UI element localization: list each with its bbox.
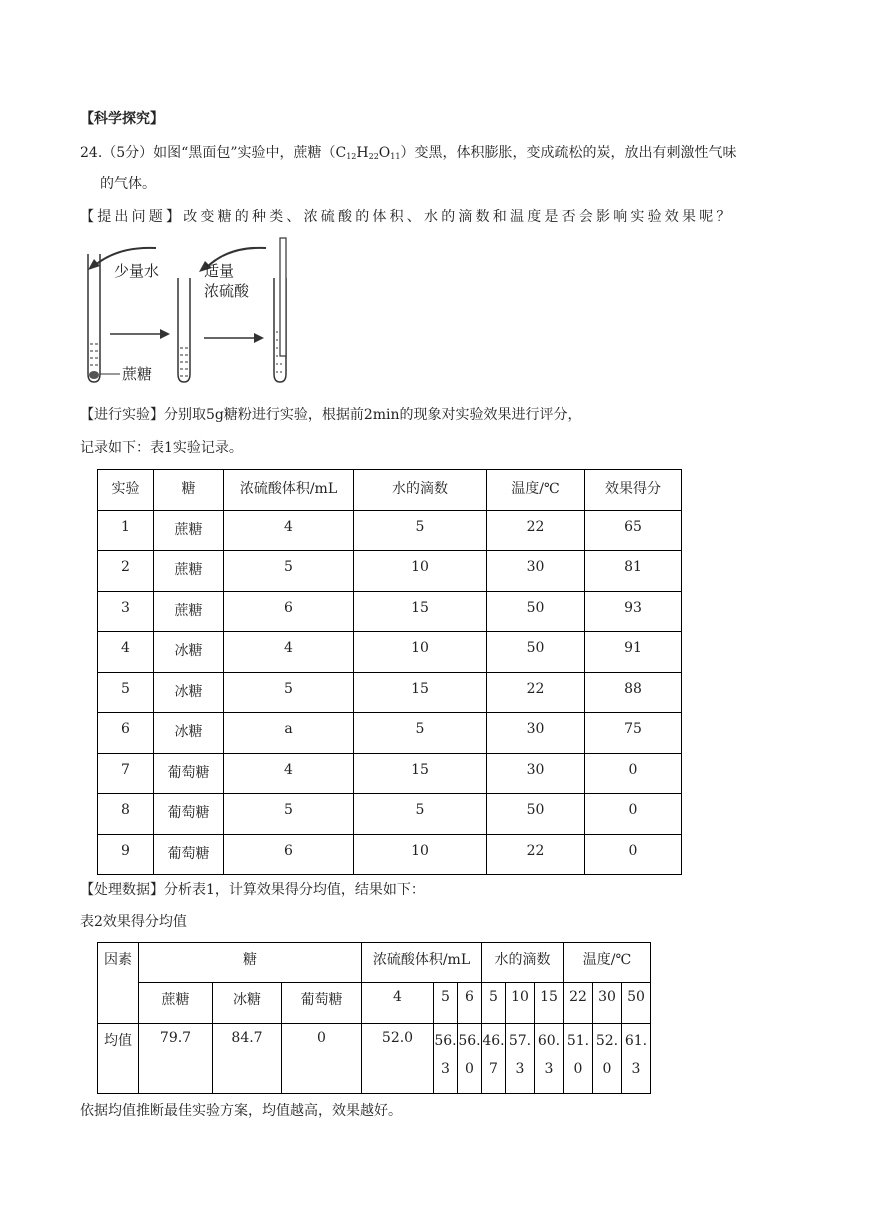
table-mean-row: [98, 1024, 651, 1094]
level-cell: 蔗糖: [139, 983, 213, 1024]
table-cell: 葡萄糖: [154, 794, 224, 835]
table-row: [98, 673, 682, 713]
table-cell: 91: [585, 632, 682, 673]
group-header-cell: 浓硫酸体积/mL: [362, 943, 482, 983]
table-cell: 15: [354, 592, 487, 632]
table-cell: 30: [487, 754, 585, 794]
mean-cell: 0: [282, 1024, 362, 1094]
mean-cell: 57. 3: [506, 1024, 535, 1094]
mean-label-cell: 均值: [98, 1024, 139, 1094]
process-data: 【处理数据】分析表1，计算效果得分均值，结果如下：: [80, 882, 425, 898]
table-cell: 50: [487, 632, 585, 673]
mean-cell: 46. 7: [482, 1024, 506, 1094]
table-cell: 6: [224, 592, 354, 632]
table-cell: 22: [487, 835, 585, 875]
table-cell: 4: [98, 632, 154, 673]
table-cell: 22: [487, 673, 585, 713]
record-intro: 记录如下：表1实验记录。: [80, 440, 243, 456]
table-cell: 葡萄糖: [154, 754, 224, 794]
table-cell: 65: [585, 511, 682, 551]
table-row: [98, 511, 682, 551]
group-header-cell: 糖: [139, 943, 362, 983]
level-cell: 冰糖: [213, 983, 282, 1024]
table-cell: 50: [487, 794, 585, 835]
test-tube-icon-3: [274, 238, 286, 382]
table-cell: 50: [487, 592, 585, 632]
level-cell: 15: [535, 983, 564, 1024]
table-cell: 9: [98, 835, 154, 875]
level-cell: 5: [482, 983, 506, 1024]
arrow-head-icon: [88, 259, 100, 270]
mean-cell: 52. 0: [593, 1024, 622, 1094]
table-cell: 30: [487, 551, 585, 592]
table-header-cell: 效果得分: [585, 470, 682, 511]
table-cell: 30: [487, 713, 585, 754]
mean-cell: 61. 3: [622, 1024, 651, 1094]
experiment-record-table: [97, 469, 682, 875]
level-cell: 6: [458, 983, 482, 1024]
table-cell: 冰糖: [154, 713, 224, 754]
label-acid-2: 浓硫酸: [204, 282, 250, 300]
mean-cell: 79.7: [139, 1024, 213, 1094]
table-row: [98, 754, 682, 794]
table-row: [98, 592, 682, 632]
raise-question: 【提出问题】改变糖的种类、浓硫酸的体积、水的滴数和温度是否会影响实验效果呢？: [80, 209, 734, 225]
table-cell: a: [224, 713, 354, 754]
table2-caption: 表2效果得分均值: [80, 914, 187, 930]
table-cell: 5: [354, 794, 487, 835]
table-cell: 15: [354, 673, 487, 713]
table-cell: 4: [224, 754, 354, 794]
table-cell: 5: [224, 551, 354, 592]
table-header-cell: 水的滴数: [354, 470, 487, 511]
table-row: [98, 713, 682, 754]
mean-cell: 56. 3: [434, 1024, 458, 1094]
table-header-cell: 温度/℃: [487, 470, 585, 511]
question-stem: 24.（5分）如图“黑面包”实验中，蔗糖$(C_{12}H_{22}O_{11})$变黑，体积膨胀，变成疏松的炭，放出有刺激性气味: [80, 145, 737, 161]
label-water: 少量水: [114, 262, 160, 280]
table-row: [98, 551, 682, 592]
table-cell: 93: [585, 592, 682, 632]
level-cell: 50: [622, 983, 651, 1024]
table-row: [98, 794, 682, 835]
table-cell: 10: [354, 632, 487, 673]
table-cell: 蔗糖: [154, 511, 224, 551]
group-header-cell: 温度/℃: [564, 943, 651, 983]
table-cell: 6: [98, 713, 154, 754]
table-cell: 10: [354, 835, 487, 875]
table-cell: 5: [354, 511, 487, 551]
table-cell: 10: [354, 551, 487, 592]
level-cell: 葡萄糖: [282, 983, 362, 1024]
table-cell: 0: [585, 794, 682, 835]
experiment-figure: [78, 236, 318, 392]
table-cell: 3: [98, 592, 154, 632]
table-cell: 1: [98, 511, 154, 551]
test-tube-icon-2: [178, 278, 190, 382]
table-cell: 5: [224, 673, 354, 713]
table-header-row: [98, 470, 682, 511]
table-cell: 88: [585, 673, 682, 713]
table-cell: 7: [98, 754, 154, 794]
mean-score-table: [97, 942, 651, 1094]
level-cell: 30: [593, 983, 622, 1024]
mean-cell: 51. 0: [564, 1024, 593, 1094]
conclusion: 依据均值推断最佳实验方案，均值越高，效果越好。: [80, 1103, 402, 1119]
table-cell: 5: [98, 673, 154, 713]
table-cell: 冰糖: [154, 673, 224, 713]
table-cell: 15: [354, 754, 487, 794]
level-cell: 4: [362, 983, 434, 1024]
label-sugar: 蔗糖: [122, 365, 153, 383]
group-header-cell: 水的滴数: [482, 943, 564, 983]
level-cell: 22: [564, 983, 593, 1024]
table-row: [98, 632, 682, 673]
table-cell: 蔗糖: [154, 592, 224, 632]
table-cell: 葡萄糖: [154, 835, 224, 875]
level-cell: 5: [434, 983, 458, 1024]
table-cell: 75: [585, 713, 682, 754]
table-group-row: [98, 943, 651, 983]
experiment-intro: 【进行实验】分别取5g糖粉进行实验，根据前2min的现象对实验效果进行评分，: [80, 407, 582, 423]
mean-cell: 84.7: [213, 1024, 282, 1094]
table-cell: 2: [98, 551, 154, 592]
question-stem-line2: 的气体。: [100, 176, 156, 192]
table-cell: 0: [585, 835, 682, 875]
table-cell: 蔗糖: [154, 551, 224, 592]
table-cell: 5: [224, 794, 354, 835]
factor-label-cell: 因素: [98, 943, 139, 1024]
table-cell: 冰糖: [154, 632, 224, 673]
mean-cell: 52.0: [362, 1024, 434, 1094]
table-cell: 8: [98, 794, 154, 835]
table-cell: 4: [224, 511, 354, 551]
label-acid-1: 适量: [204, 262, 235, 280]
table-cell: 4: [224, 632, 354, 673]
table-cell: 5: [354, 713, 487, 754]
table-cell: 22: [487, 511, 585, 551]
table-level-row: [98, 983, 651, 1024]
table-header-cell: 糖: [154, 470, 224, 511]
section-title: 【科学探究】: [80, 111, 164, 127]
mean-cell: 56. 0: [458, 1024, 482, 1094]
table-row: [98, 835, 682, 875]
table-header-cell: 实验: [98, 470, 154, 511]
level-cell: 10: [506, 983, 535, 1024]
table-header-cell: 浓硫酸体积/mL: [224, 470, 354, 511]
table-cell: 6: [224, 835, 354, 875]
table-cell: 81: [585, 551, 682, 592]
table-cell: 0: [585, 754, 682, 794]
mean-cell: 60. 3: [535, 1024, 564, 1094]
